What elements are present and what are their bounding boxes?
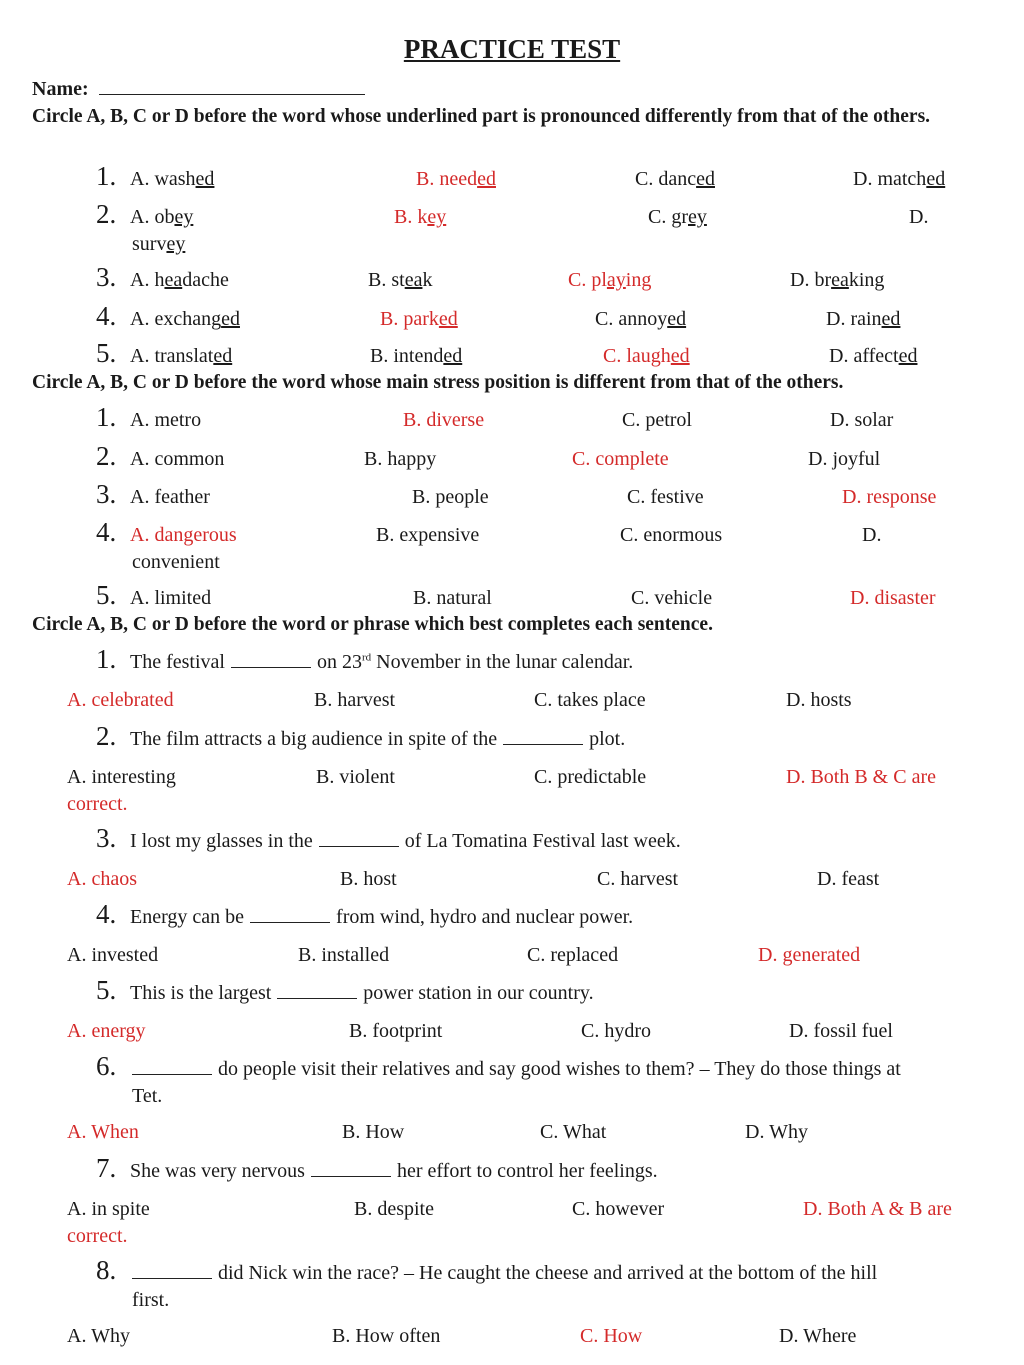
option-b[interactable]: B. needed (416, 168, 496, 190)
question-number: 5. (96, 975, 117, 1005)
question-stem: I lost my glasses in the of La Tomatina Festival last week. (130, 830, 681, 852)
option-b[interactable]: B. despite (354, 1198, 434, 1220)
question-number: 4. (96, 517, 117, 547)
question-stem-continuation: Tet. (132, 1085, 163, 1107)
question-stem: did Nick win the race? – He caught the cheese and arrived at the bottom of the hill (130, 1262, 877, 1285)
option-b[interactable]: B. footprint (349, 1020, 443, 1042)
option-c[interactable]: C. annoyed (595, 308, 687, 330)
name-field (32, 78, 365, 101)
option-d[interactable]: D. hosts (786, 689, 852, 711)
option-a[interactable]: A. feather (130, 486, 210, 508)
option-b[interactable]: B. violent (316, 766, 395, 788)
option-c[interactable]: C. festive (627, 486, 704, 508)
option-c[interactable]: C. vehicle (631, 587, 713, 609)
question-number: 5. (96, 338, 117, 368)
option-a[interactable]: A. celebrated (67, 689, 174, 711)
question-stem: do people visit their relatives and say good wishes to them? – They do those things at (130, 1058, 901, 1081)
question-number: 2. (96, 441, 117, 471)
option-c[interactable]: C. grey (648, 206, 707, 228)
option-a[interactable]: A. exchanged (130, 308, 240, 330)
question-number: 8. (96, 1255, 117, 1285)
option-c[interactable]: C. however (572, 1198, 665, 1220)
option-c[interactable]: C. danced (635, 168, 715, 190)
option-b[interactable]: B. natural (413, 587, 492, 609)
option-a[interactable]: A. limited (130, 587, 212, 609)
option-d-continuation: convenient (132, 551, 220, 573)
option-a[interactable]: A. washed (130, 168, 215, 190)
option-b[interactable]: B. key (394, 206, 447, 228)
option-a[interactable]: A. invested (67, 944, 159, 966)
option-d[interactable]: D. matched (853, 168, 946, 190)
option-a[interactable]: A. obey (130, 206, 194, 228)
option-b[interactable]: B. host (340, 868, 397, 890)
question-stem: The festival on 23rd November in the lunar calendar. (130, 651, 634, 673)
option-d-continuation: correct. (67, 1225, 128, 1247)
option-b[interactable]: B. diverse (403, 409, 485, 431)
option-a[interactable]: A. translated (130, 345, 233, 367)
option-d[interactable]: D. (862, 524, 882, 546)
option-d[interactable]: D. (909, 206, 929, 228)
question-stem-continuation: first. (132, 1289, 170, 1311)
question-number: 2. (96, 199, 117, 229)
question-stem: This is the largest power station in our country. (130, 982, 594, 1004)
question-number: 5. (96, 580, 117, 610)
option-d[interactable]: D. fossil fuel (789, 1020, 893, 1042)
option-a[interactable]: A. interesting (67, 766, 176, 788)
option-d[interactable]: D. Both A & B are (803, 1198, 952, 1220)
option-d[interactable]: D. rained (826, 308, 901, 330)
option-b[interactable]: B. How (342, 1121, 405, 1143)
option-c[interactable]: C. What (540, 1121, 607, 1143)
question-number: 6. (96, 1051, 117, 1081)
option-c[interactable]: C. petrol (622, 409, 692, 431)
option-a[interactable]: A. headache (130, 269, 229, 291)
option-b[interactable]: B. expensive (376, 524, 480, 546)
question-number: 3. (96, 479, 117, 509)
section-stress-instruction: Circle A, B, C or D before the word whose main stress position is different from that of the others. (32, 372, 844, 393)
question-number: 4. (96, 899, 117, 929)
option-c[interactable]: C. harvest (597, 868, 679, 890)
section-pron-instruction: Circle A, B, C or D before the word whose underlined part is pronounced differently from that of the others. (32, 106, 931, 127)
option-d[interactable]: D. Both B & C are (786, 766, 936, 788)
answer-blank[interactable] (319, 832, 399, 847)
answer-blank[interactable] (250, 908, 330, 923)
question-stem: The film attracts a big audience in spite of the plot. (130, 728, 626, 750)
answer-blank[interactable] (231, 653, 311, 668)
answer-blank[interactable] (132, 1264, 212, 1279)
option-a[interactable]: A. Why (67, 1325, 130, 1347)
question-number: 2. (96, 721, 117, 751)
section-complete-instruction: Circle A, B, C or D before the word or phrase which best completes each sentence. (32, 614, 713, 635)
option-d[interactable]: D. affected (829, 345, 918, 367)
option-a[interactable]: A. metro (130, 409, 202, 431)
option-d-continuation: survey (132, 233, 186, 255)
option-a[interactable]: A. When (67, 1121, 139, 1143)
option-c[interactable]: C. hydro (581, 1020, 651, 1042)
option-c[interactable]: C. enormous (620, 524, 723, 546)
question-number: 7. (96, 1153, 117, 1183)
option-d[interactable]: D. breaking (790, 269, 885, 291)
option-b[interactable]: B. steak (368, 269, 433, 291)
option-b[interactable]: B. harvest (314, 689, 396, 711)
question-number: 1. (96, 161, 117, 191)
option-d[interactable]: D. response (842, 486, 937, 508)
option-b[interactable]: B. How often (332, 1325, 441, 1347)
page-title: PRACTICE TEST (403, 34, 621, 64)
answer-blank[interactable] (277, 984, 357, 999)
option-d[interactable]: D. disaster (850, 587, 936, 609)
option-d[interactable]: D. solar (830, 409, 894, 431)
answer-blank[interactable] (132, 1060, 212, 1075)
option-b[interactable]: B. intended (370, 345, 463, 367)
option-a[interactable]: A. dangerous (130, 524, 237, 546)
option-d[interactable]: D. joyful (808, 448, 881, 470)
question-number: 3. (96, 823, 117, 853)
question-stem: Energy can be from wind, hydro and nuclear power. (130, 906, 634, 928)
question-number: 1. (96, 644, 117, 674)
option-d-continuation: correct. (67, 793, 128, 815)
option-c[interactable]: C. How (580, 1325, 643, 1347)
answer-blank[interactable] (503, 730, 583, 745)
answer-blank[interactable] (311, 1162, 391, 1177)
option-c[interactable]: C. replaced (527, 944, 619, 966)
name-blank[interactable] (99, 78, 365, 95)
option-a[interactable]: A. energy (67, 1020, 146, 1042)
option-b[interactable]: B. parked (380, 308, 458, 330)
option-c[interactable]: C. laughed (603, 345, 690, 367)
question-number: 1. (96, 402, 117, 432)
option-d[interactable]: D. generated (758, 944, 861, 966)
option-a[interactable]: A. in spite (67, 1198, 150, 1220)
option-a[interactable]: A. common (130, 448, 225, 470)
option-c[interactable]: C. takes place (534, 689, 646, 711)
option-c[interactable]: C. complete (572, 448, 669, 470)
question-number: 3. (96, 262, 117, 292)
question-number: 4. (96, 301, 117, 331)
question-stem: She was very nervous her effort to control her feelings. (130, 1160, 658, 1182)
option-c[interactable]: C. predictable (534, 766, 647, 788)
option-b[interactable]: B. installed (298, 944, 390, 966)
option-d[interactable]: D. Why (745, 1121, 808, 1143)
option-b[interactable]: B. people (412, 486, 489, 508)
name-label: Name: (32, 78, 89, 100)
option-d[interactable]: D. feast (817, 868, 880, 890)
option-d[interactable]: D. Where (779, 1325, 857, 1347)
option-c[interactable]: C. playing (568, 269, 652, 291)
option-b[interactable]: B. happy (364, 448, 437, 470)
option-a[interactable]: A. chaos (67, 868, 137, 890)
